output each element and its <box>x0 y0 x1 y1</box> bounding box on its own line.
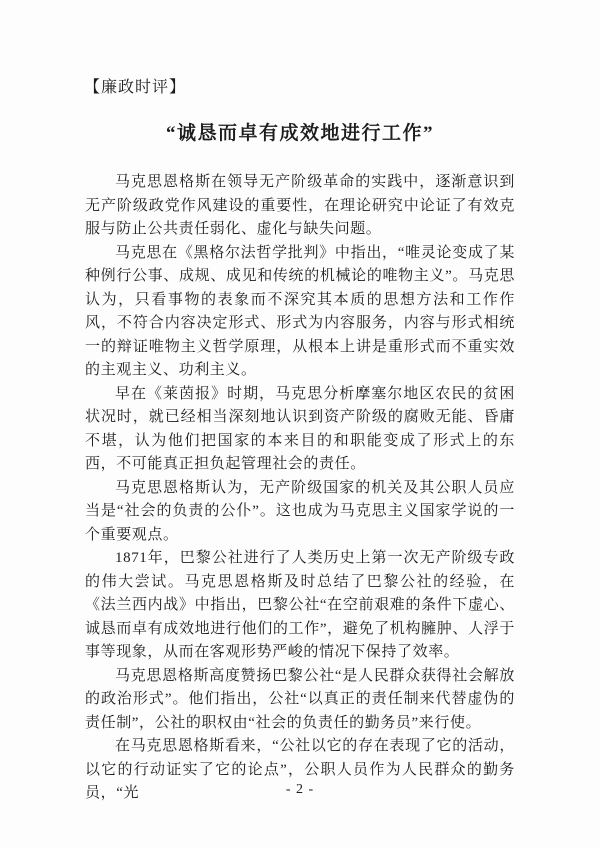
body-paragraph-5: 1871年，巴黎公社进行了人类历史上第一次无产阶级专政的伟大尝试。马克思恩格斯及时总结了巴黎公社的经验，在《法兰西内战》中指出，巴黎公社“在空前艰难的条件下虚心、诚恳而卓有成效地进行他们的工作”，避免了机构臃肿、人浮于事等现象，从而在客观形势严峻的情况下保持了效率。 <box>85 550 515 660</box>
section-label: 【廉政时评】 <box>84 79 187 96</box>
body-paragraph-4: 马克思恩格斯认为，无产阶级国家的机关及其公职人员应当是“社会的负责的公仆”。这也成为马克思主义国家学说的一个重要观点。 <box>85 479 515 543</box>
page-number: - 2 - <box>285 782 315 797</box>
body-paragraph-1: 马克思恩格斯在领导无产阶级革命的实践中，逐渐意识到无产阶级政党作风建设的重要性，在理论研究中论证了有效克服与防止公共责任弱化、虚化与缺失问题。 <box>85 174 515 237</box>
body-paragraph-6: 马克思恩格斯高度赞扬巴黎公社“是人民群众获得社会解放的政治形式”。他们指出，公社“以真正的责任制来代替虚伪的责任制”，公社的职权由“社会的负责任的勤务员”来行使。 <box>85 667 515 731</box>
article-title: “诚恳而卓有成效地进行工作” <box>165 123 434 144</box>
article-body <box>85 171 515 806</box>
body-paragraph-2: 马克思在《黑格尔法哲学批判》中指出，“唯灵论变成了某种例行公事、成规、成见和传统的机械论的唯物主义”。马克思认为，只看事物的表象而不深究其本质的思想方法和工作作风，不符合内容决定形式、形式为内容服务，内容与形式相统一的辩证唯物主义哲学原理，从根本上讲是重形式而不重实效的主观主义、功利主义。 <box>85 244 515 378</box>
body-paragraph-7: 在马克思恩格斯看来，“公社以它的存在表现了它的活动，以它的行动证实了它的论点”，公职人员作为人民群众的勤务员，“光 <box>85 738 515 801</box>
body-paragraph-3: 早在《莱茵报》时期，马克思分析摩塞尔地区农民的贫困状况时，就已经相当深刻地认识到资产阶级的腐败无能、昏庸不堪，认为他们把国家的本来目的和职能变成了形式上的东西，不可能真正担负起管理社会的责任。 <box>85 385 515 472</box>
